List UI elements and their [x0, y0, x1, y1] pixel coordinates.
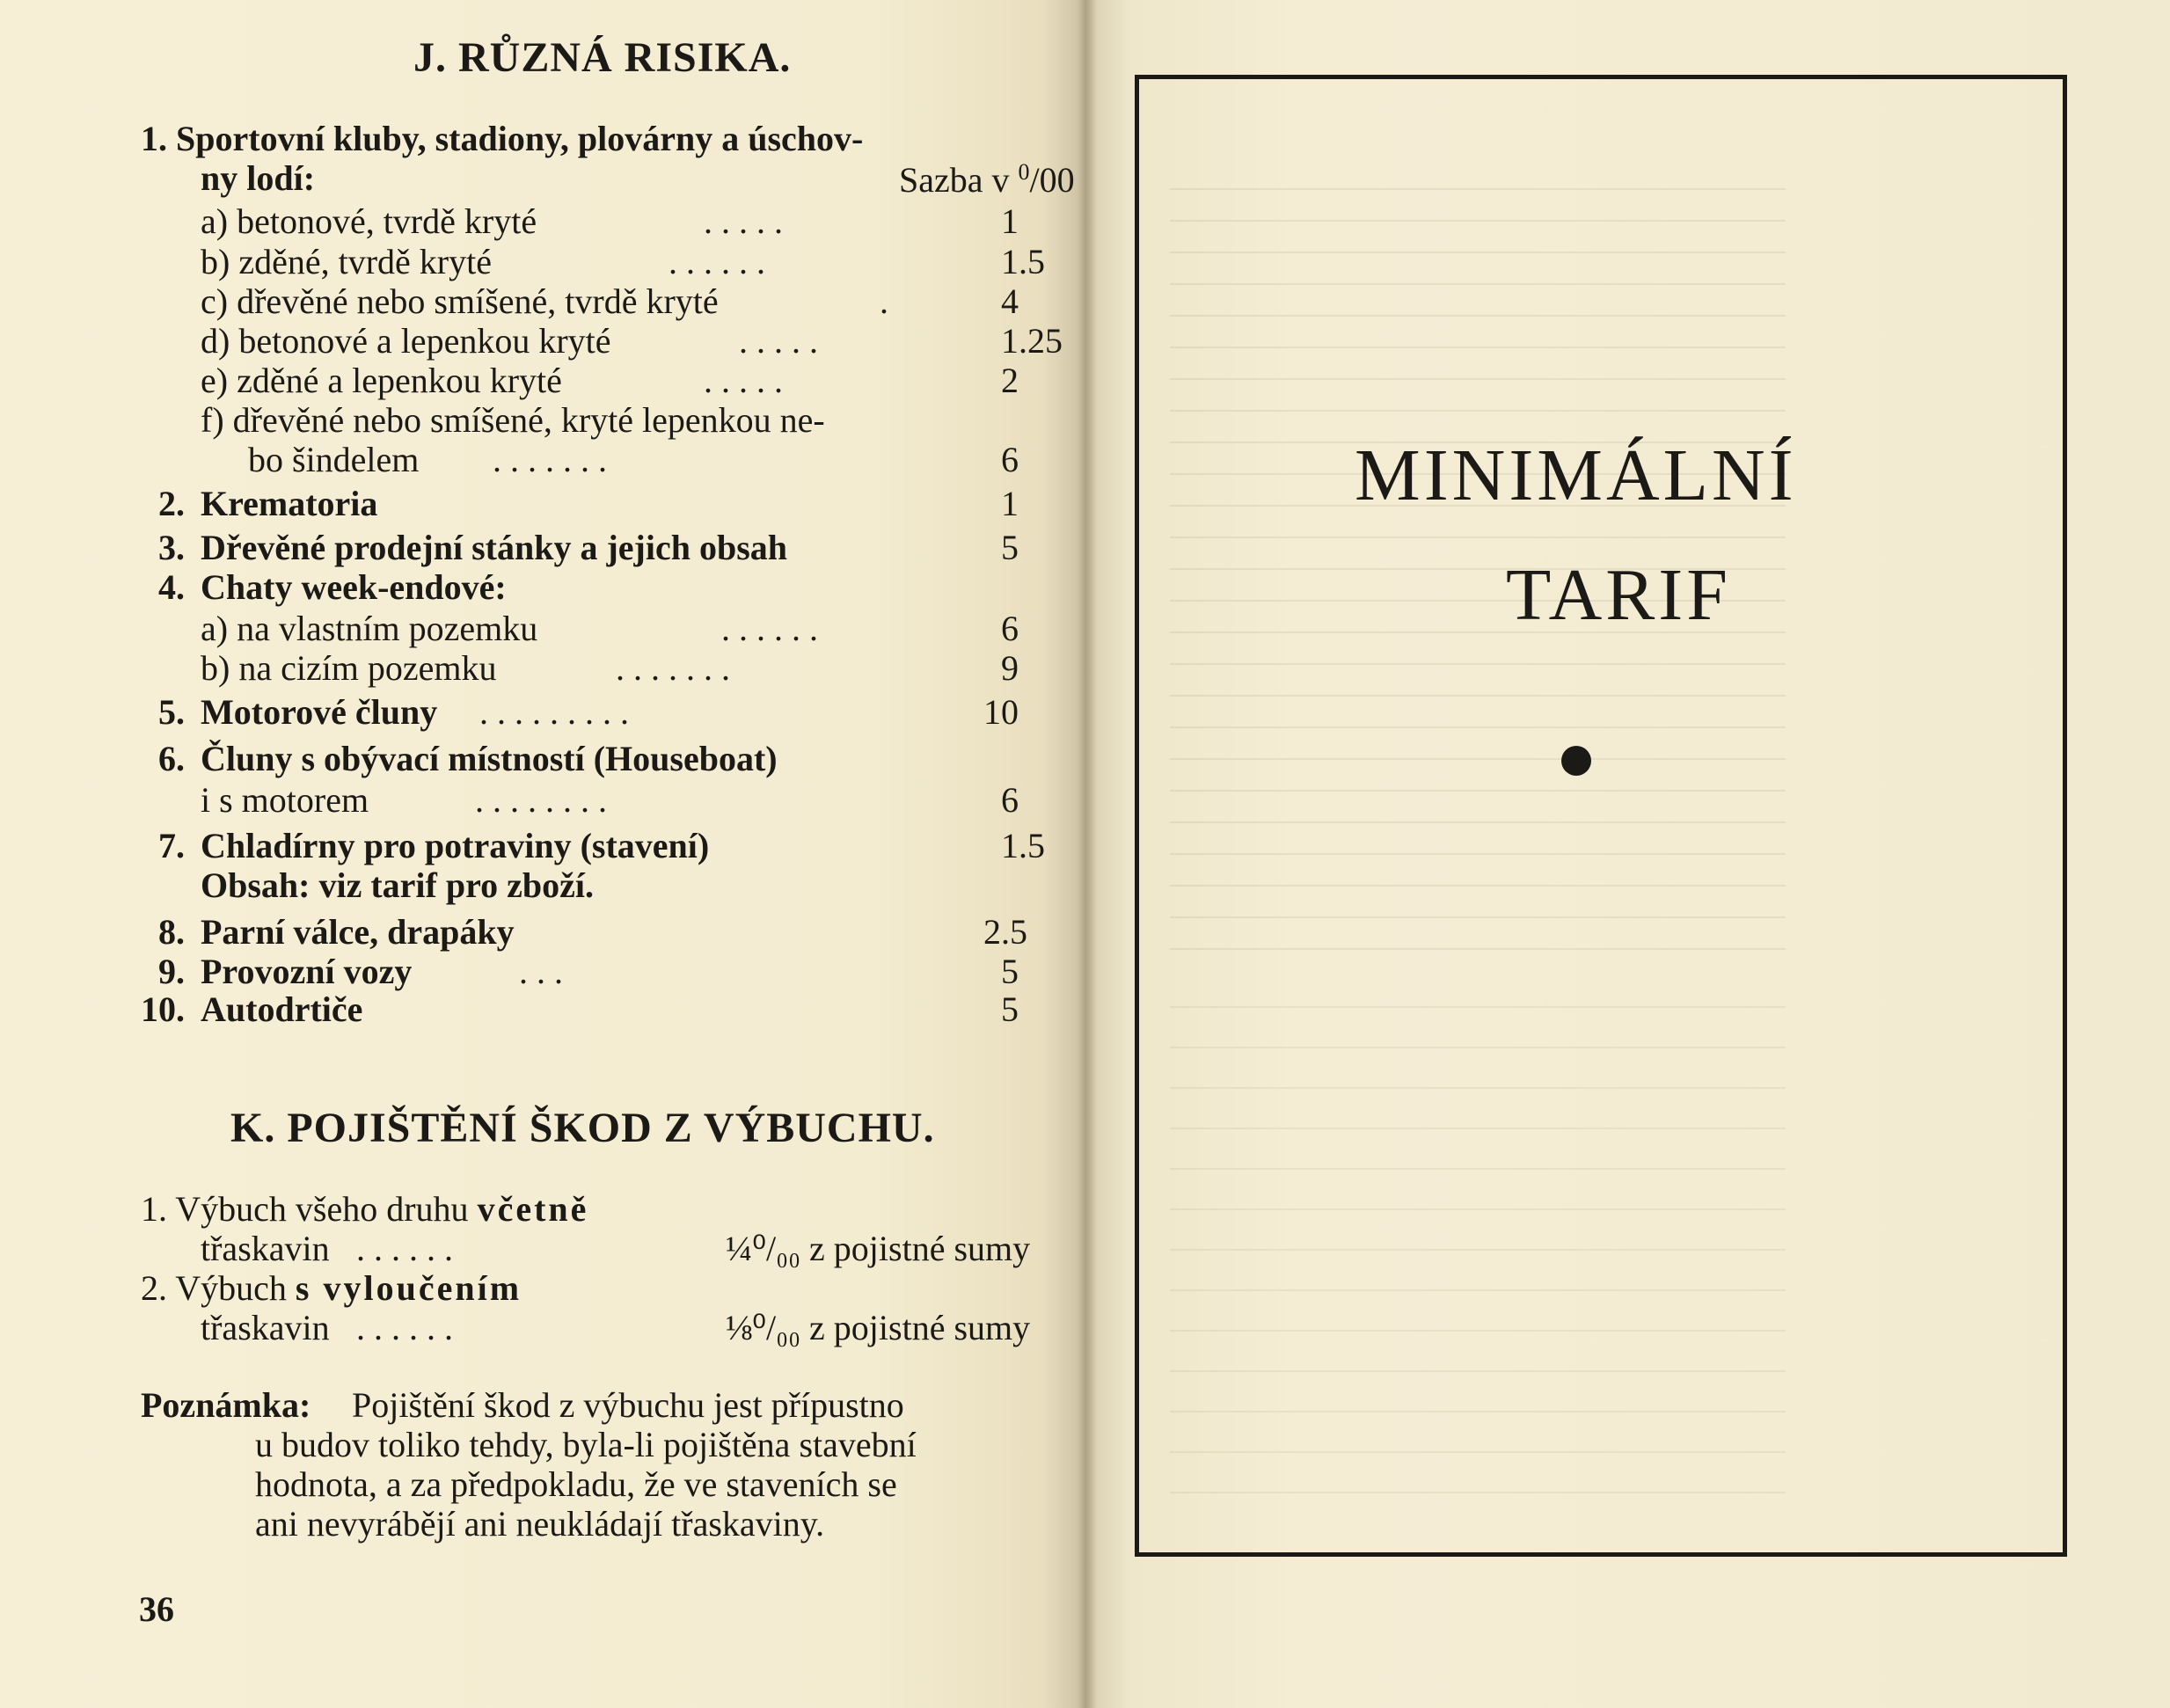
item-2-label: Krematoria — [201, 484, 378, 523]
k-item-2-line-2: třaskavin — [201, 1308, 330, 1347]
item-6-number: 6. — [158, 739, 185, 778]
sub-item-c-dots: . — [880, 281, 888, 321]
item-7-number: 7. — [158, 826, 185, 865]
sub-item-b-label: b) zděné, tvrdě kryté — [201, 242, 492, 281]
k-item-1-rate-fraction: ¼ — [726, 1229, 752, 1268]
sub-item-b-value: 1.5 — [1001, 242, 1045, 281]
sub-item-a-dots: . . . . . — [704, 201, 783, 241]
sub-item-b-dots: . . . . . . — [669, 242, 765, 281]
note-line-1: Pojištění škod z výbuchu jest přípustno — [352, 1385, 904, 1425]
k-item-1-emphasis: včetně — [477, 1189, 589, 1229]
item-5-value: 10 — [983, 692, 1019, 732]
item-6-line-2-label: i s motorem — [201, 780, 369, 820]
item-8-label: Parní válce, drapáky — [201, 912, 515, 952]
item-5-label: Motorové čluny — [201, 692, 438, 732]
item-3-value: 5 — [1001, 528, 1019, 567]
section-j-heading: J. RŮZNÁ RISIKA. — [413, 34, 792, 81]
title-frame — [1135, 75, 2067, 1557]
item-10-number: 10. — [141, 989, 185, 1029]
item-7-value: 1.5 — [1001, 826, 1045, 865]
k-item-2-rate-unit: ⁰/₀₀ z pojistné sumy — [752, 1308, 1031, 1347]
k-item-2-emphasis: s vyloučením — [295, 1268, 522, 1308]
title-line-1: MINIMÁLNÍ — [1355, 434, 1797, 516]
k-item-1-rate — [726, 1231, 1030, 1266]
sub-item-f-line-1: f) dřevěné nebo smíšené, kryté lepenkou ne- — [201, 400, 825, 440]
item-4a-label: a) na vlastním pozemku — [201, 609, 538, 648]
item-5-number: 5. — [158, 692, 185, 732]
k-item-2-dots: . . . . . . — [356, 1308, 453, 1347]
item-9-label: Provozní vozy — [201, 952, 413, 991]
rate-header-prefix: Sazba v — [899, 160, 1019, 200]
item-8-number: 8. — [158, 912, 185, 952]
sub-item-f-line-2: bo šindelem — [248, 440, 420, 479]
item-4b-dots: . . . . . . . — [616, 648, 730, 688]
bullet-dot — [1561, 746, 1591, 776]
k-item-2-prefix: 2. Výbuch — [141, 1268, 287, 1308]
sub-item-d-value: 1.25 — [1001, 321, 1063, 361]
k-item-1-line-1 — [141, 1189, 589, 1229]
sub-item-c-value: 4 — [1001, 281, 1019, 321]
rate-header-sup: 0 — [1018, 159, 1030, 185]
sub-item-e-value: 2 — [1001, 361, 1019, 400]
sub-item-f-dots: . . . . . . . — [493, 440, 607, 479]
note-line-3: hodnota, a za předpokladu, že ve staveních se — [255, 1464, 897, 1504]
k-item-1-line-2: třaskavin — [201, 1229, 330, 1268]
sub-item-a-label: a) betonové, tvrdě kryté — [201, 201, 537, 241]
note-line-4: ani nevyrábějí ani neukládají třaskaviny. — [255, 1504, 825, 1544]
item-2-value: 1 — [1001, 484, 1019, 523]
note-line-2: u budov toliko tehdy, byla-li pojištěna stavební — [255, 1425, 917, 1464]
k-item-2-rate-fraction: ⅛ — [726, 1308, 752, 1347]
note-label: Poznámka: — [141, 1385, 311, 1425]
item-4a-value: 6 — [1001, 609, 1019, 648]
item-10-label: Autodrtiče — [201, 989, 363, 1029]
title-line-2: TARIF — [1506, 554, 1731, 636]
item-8-value: 2.5 — [983, 912, 1027, 952]
rate-header — [899, 161, 1075, 198]
item-1-line-2: ny lodí: — [201, 158, 316, 198]
item-7-line-2: Obsah: viz tarif pro zboží. — [201, 865, 595, 905]
sub-item-d-label: d) betonové a lepenkou kryté — [201, 321, 611, 361]
item-2-number: 2. — [158, 484, 185, 523]
item-3-number: 3. — [158, 528, 185, 567]
sub-item-e-dots: . . . . . — [704, 361, 783, 400]
item-5-dots: . . . . . . . . . — [479, 692, 629, 732]
item-9-number: 9. — [158, 952, 185, 991]
rate-header-unit: /00 — [1029, 160, 1075, 200]
item-4b-label: b) na cizím pozemku — [201, 648, 497, 688]
sub-item-d-dots: . . . . . — [739, 321, 818, 361]
sub-item-f-value: 6 — [1001, 440, 1019, 479]
section-k-heading: K. POJIŠTĚNÍ ŠKOD Z VÝBUCHU. — [230, 1105, 935, 1151]
item-6-line-2-dots: . . . . . . . . — [475, 780, 607, 820]
item-4-number: 4. — [158, 567, 185, 607]
book-gutter — [1078, 0, 1097, 1708]
k-item-1-dots: . . . . . . — [356, 1229, 453, 1268]
item-4b-value: 9 — [1001, 648, 1019, 688]
item-7-label: Chladírny pro potraviny (stavení) — [201, 826, 710, 865]
item-6-value: 6 — [1001, 780, 1019, 820]
item-3-label: Dřevěné prodejní stánky a jejich obsah — [201, 528, 788, 567]
item-9-dots: . . . — [519, 952, 563, 991]
item-1-line-1: 1. Sportovní kluby, stadiony, plovárny a úschov- — [141, 119, 864, 158]
k-item-2-rate — [726, 1310, 1030, 1346]
item-6-label: Čluny s obývací místností (Houseboat) — [201, 739, 778, 778]
k-item-1-prefix: 1. Výbuch všeho druhu — [141, 1189, 469, 1229]
page-number: 36 — [139, 1589, 174, 1629]
sub-item-e-label: e) zděné a lepenkou kryté — [201, 361, 562, 400]
item-9-value: 5 — [1001, 952, 1019, 991]
sub-item-c-label: c) dřevěné nebo smíšené, tvrdě kryté — [201, 281, 719, 321]
item-10-value: 5 — [1001, 989, 1019, 1029]
item-4a-dots: . . . . . . — [721, 609, 818, 648]
k-item-2-line-1 — [141, 1268, 522, 1308]
item-4-label: Chaty week-endové: — [201, 567, 507, 607]
k-item-1-rate-unit: ⁰/₀₀ z pojistné sumy — [752, 1229, 1031, 1268]
sub-item-a-value: 1 — [1001, 201, 1019, 241]
